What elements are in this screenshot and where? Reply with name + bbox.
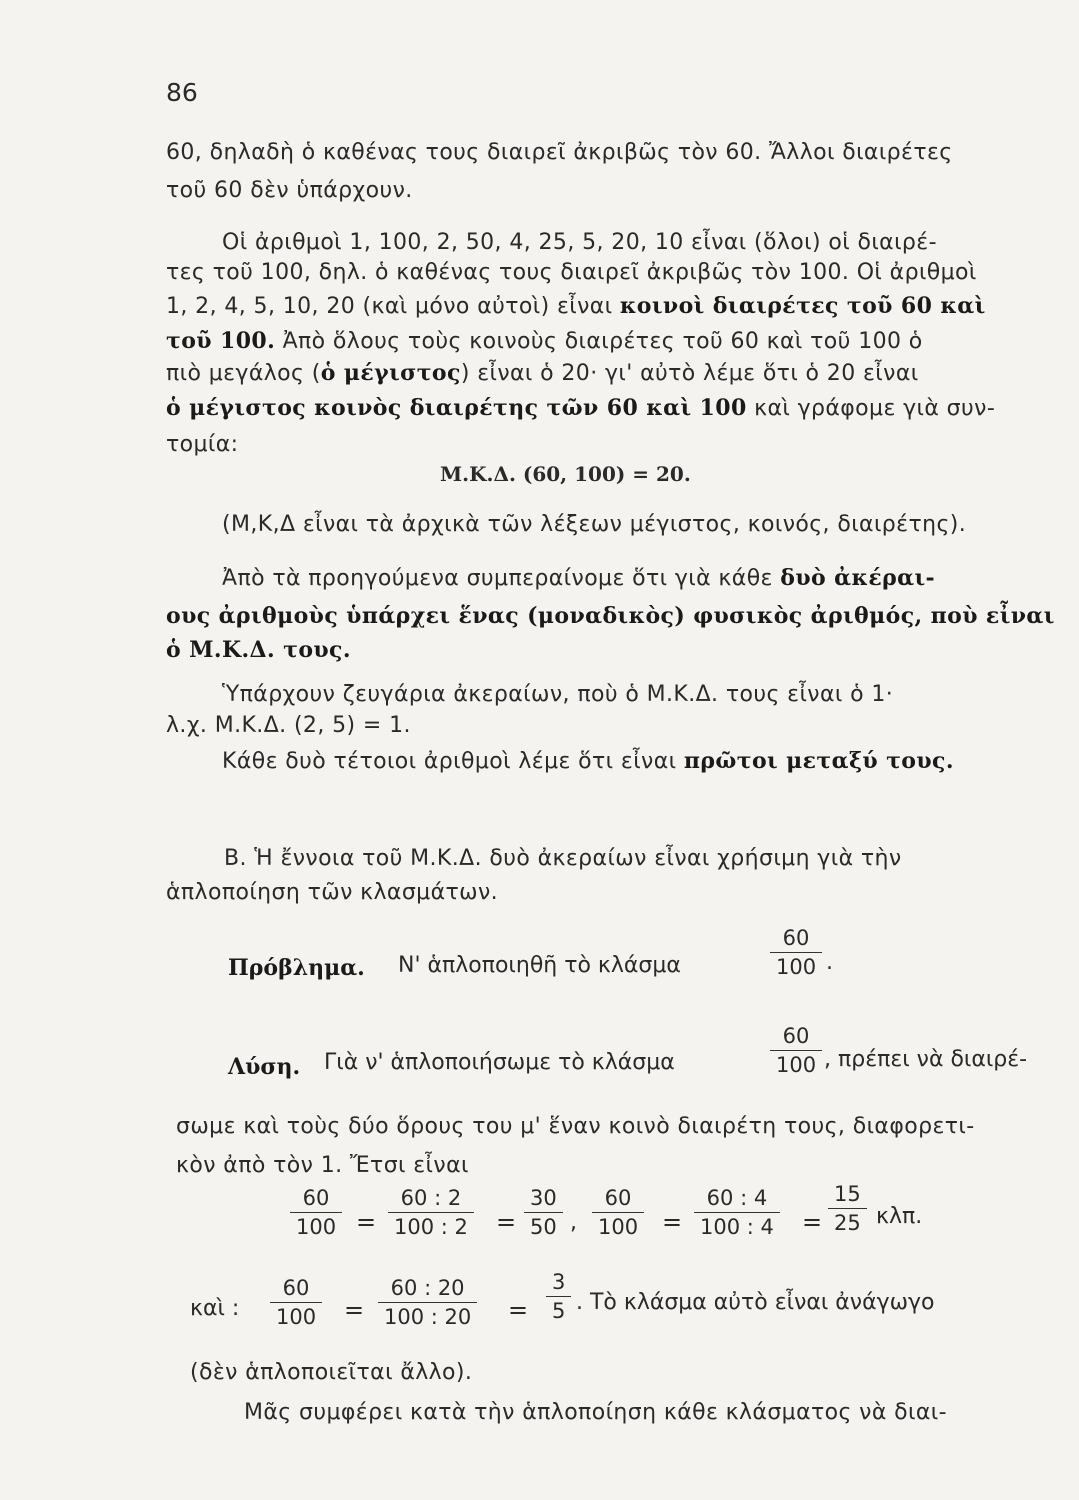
fraction-bar <box>378 1302 477 1303</box>
equals-sign: = <box>496 1208 517 1236</box>
fraction <box>694 1186 780 1239</box>
fraction <box>270 1276 322 1329</box>
text-line: σωμε καὶ τοὺς δύο ὅρους του μ' ἕναν κοινὸ διαιρέτη τους, διαφορετι- <box>176 1114 975 1139</box>
denominator: 25 <box>834 1211 861 1235</box>
text-line: (δὲν ἁπλοποιεῖται ἄλλο). <box>190 1360 473 1385</box>
numerator: 3 <box>552 1270 566 1294</box>
numerator: 60 <box>282 1276 310 1300</box>
text-span: Ἀπὸ τὰ προηγούμενα συμπεραίνομε ὅτι γιὰ κάθε <box>222 566 781 591</box>
etc-text: κλπ. <box>876 1204 923 1229</box>
equals-sign: = <box>356 1208 377 1236</box>
numerator: 60 : 20 <box>390 1276 465 1300</box>
text-line: ἁπλοποίηση τῶν κλασμάτων. <box>166 880 499 905</box>
problem-label: Πρόβλημα. <box>228 955 365 981</box>
numerator: 15 <box>834 1182 861 1206</box>
numerator: 60 <box>302 1186 330 1210</box>
text-line: κὸν ἀπὸ τὸν 1. Ἔτσι εἶναι <box>176 1153 469 1178</box>
text-span: 1, 2, 4, 5, 10, 20 (καὶ μόνο αὐτοὶ) εἶναι <box>166 294 620 319</box>
denominator: 100 <box>776 1053 817 1077</box>
text-line <box>166 360 919 386</box>
denominator: 100 <box>776 955 817 979</box>
fraction-bar <box>828 1208 867 1209</box>
denominator: 5 <box>552 1299 566 1323</box>
numerator: 60 <box>782 926 810 950</box>
fraction-bar <box>524 1212 563 1213</box>
text-line: 60, δηλαδὴ ὁ καθένας τους διαιρεῖ ἀκριβῶς τὸν 60. Ἄλλοι διαιρέτες <box>166 140 953 165</box>
text-span: πιὸ μεγάλος ( <box>166 361 321 386</box>
text-line: ους ἀριθμοὺς ὑπάρχει ἕνας (μοναδικὸς) φυσικὸς ἀριθμός, ποὺ εἶναι <box>166 603 1055 629</box>
bold-term: ὁ μέγιστος <box>320 360 461 386</box>
text-span: Ἀπὸ ὅλους τοὺς κοινοὺς διαιρέτες τοῦ 60 καὶ τοῦ 100 ὁ <box>275 329 923 354</box>
bold-term: ὁ μέγιστος κοινὸς διαιρέτης τῶν 60 καὶ 100 <box>166 395 747 421</box>
bold-term: πρῶτοι μεταξύ τους. <box>683 748 954 774</box>
numerator: 60 : 4 <box>706 1186 768 1210</box>
fraction <box>290 1186 342 1239</box>
text-line: τοῦ 60 δὲν ὑπάρχουν. <box>166 178 413 203</box>
text-span: Κάθε δυὸ τέτοιοι ἀριθμοὶ λέμε ὅτι εἶναι <box>222 749 684 774</box>
fraction-bar <box>694 1212 780 1213</box>
fraction <box>828 1182 867 1235</box>
equals-sign: = <box>662 1208 683 1236</box>
text-line <box>222 748 954 774</box>
text-line: . Τὸ κλάσμα αὐτὸ εἶναι ἀνάγωγο <box>576 1290 935 1315</box>
text-line: Οἱ ἀριθμοὶ 1, 100, 2, 50, 4, 25, 5, 20, 10 εἶναι (ὅλοι) οἱ διαιρέ- <box>222 230 937 255</box>
fraction-bar <box>770 1050 822 1051</box>
gcd-formula: Μ.Κ.Δ. (60, 100) = 20. <box>440 462 691 486</box>
text-line: λ.χ. Μ.Κ.Δ. (2, 5) = 1. <box>166 713 411 738</box>
text-span: ) εἶναι ὁ 20· γι' αὐτὸ λέμε ὅτι ὁ 20 εἶναι <box>460 361 919 386</box>
page-number: 86 <box>166 78 198 107</box>
fraction <box>546 1270 571 1323</box>
text-line <box>166 328 923 354</box>
fraction <box>378 1276 477 1329</box>
bold-term: δυὸ ἀκέραι- <box>780 565 936 591</box>
numerator: 60 <box>782 1024 810 1048</box>
text-line: τομία: <box>166 432 239 457</box>
denominator: 100 <box>296 1215 337 1239</box>
fraction-bar <box>592 1212 644 1213</box>
fraction <box>770 1024 822 1077</box>
equals-sign: = <box>344 1296 365 1324</box>
equals-sign: = <box>508 1296 529 1324</box>
denominator: 50 <box>530 1215 557 1239</box>
text-span: καὶ γράφομε γιὰ συν- <box>746 396 996 421</box>
fraction <box>524 1186 563 1239</box>
denominator: 100 : 4 <box>700 1215 774 1239</box>
equals-sign: = <box>802 1208 823 1236</box>
numerator: 30 <box>530 1186 557 1210</box>
numerator: 60 : 2 <box>400 1186 462 1210</box>
solution-text-end: , πρέπει νὰ διαιρέ- <box>824 1047 1028 1072</box>
numerator: 60 <box>604 1186 632 1210</box>
fraction-bar <box>388 1212 474 1213</box>
text-line: (Μ,Κ,Δ εἶναι τὰ ἀρχικὰ τῶν λέξεων μέγιστος, κοινός, διαιρέτης). <box>222 512 967 537</box>
text-line: τες τοῦ 100, δηλ. ὁ καθένας τους διαιρεῖ ἀκριβῶς τὸν 100. Οἱ ἀριθμοὶ <box>166 260 977 285</box>
fraction-bar <box>770 952 822 953</box>
text-line <box>166 395 995 421</box>
kai-label: καὶ : <box>190 1296 240 1321</box>
denominator: 100 <box>276 1305 317 1329</box>
fraction <box>388 1186 474 1239</box>
punctuation: . <box>826 950 833 975</box>
denominator: 100 <box>598 1215 639 1239</box>
text-line: Ὑπάρχουν ζευγάρια ἀκεραίων, ποὺ ὁ Μ.Κ.Δ. τους εἶναι ὁ 1· <box>222 682 894 707</box>
bold-term: κοινοὶ διαιρέτες τοῦ 60 καὶ <box>619 293 986 319</box>
solution-label: Λύση. <box>228 1054 301 1080</box>
bold-term: τοῦ 100. <box>166 328 276 354</box>
problem-text: Ν' ἁπλοποιηθῆ τὸ κλάσμα <box>398 953 681 978</box>
text-line <box>166 293 986 319</box>
text-line: Β. Ἡ ἔννοια τοῦ Μ.Κ.Δ. δυὸ ἀκεραίων εἶναι χρήσιμη γιὰ τὴν <box>224 846 902 871</box>
text-line: Μᾶς συμφέρει κατὰ τὴν ἁπλοποίηση κάθε κλάσματος νὰ διαι- <box>244 1400 947 1425</box>
denominator: 100 : 20 <box>384 1305 472 1329</box>
denominator: 100 : 2 <box>394 1215 468 1239</box>
punctuation: , <box>570 1210 577 1235</box>
fraction-bar <box>290 1212 342 1213</box>
fraction <box>592 1186 644 1239</box>
solution-text: Γιὰ ν' ἁπλοποιήσωμε τὸ κλάσμα <box>324 1050 675 1075</box>
text-line: ὁ Μ.Κ.Δ. τους. <box>166 637 351 663</box>
fraction <box>770 926 822 979</box>
fraction-bar <box>546 1296 571 1297</box>
fraction-bar <box>270 1302 322 1303</box>
text-line <box>222 565 935 591</box>
